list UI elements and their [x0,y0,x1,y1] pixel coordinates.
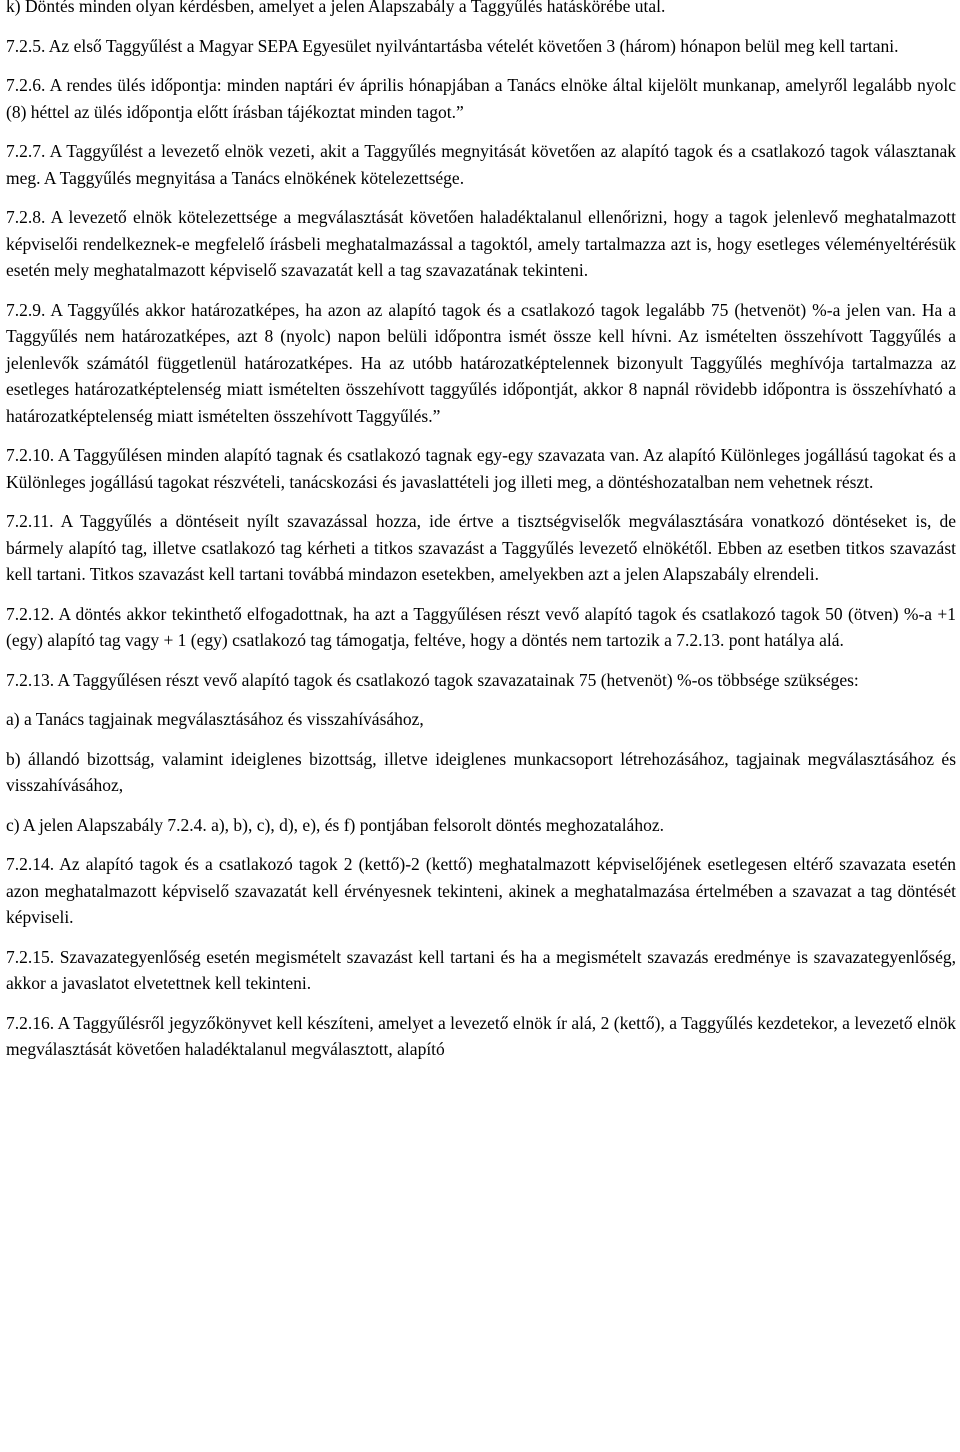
list-item-a: a) a Tanács tagjainak megválasztásához és visszahívásához, [6,709,424,729]
paragraph-7-2-10: 7.2.10. A Taggyűlésen minden alapító tagnak és csatlakozó tagnak egy-egy szavazata van. Az alapító Különleges jogállású tagokat és a Különleges jogállású tagokat részvételi, tanácskozási és javaslattételi jog illeti meg, a döntéshozatalban nem vehetnek részt. [6,445,956,492]
list-item-c: c) A jelen Alapszabály 7.2.4. a), b), c), d), e), és f) pontjában felsorolt döntés meghozatalához. [6,814,664,835]
list-item-b: b) állandó bizottság, valamint ideiglenes bizottság, illetve ideiglenes munkacsoport létrehozásához, tagjainak megválasztásához és visszahívásához, [6,748,956,795]
paragraph-7-2-6: 7.2.6. A rendes ülés időpontja: minden naptári év április hónapjában a Tanács elnöke által kijelölt munkanap, amelyről legalább nyolc (8) héttel az ülés időpontja előtt írásban tájékoztat minden tagot.” [6,75,956,122]
paragraph-7-2-7: 7.2.7. A Taggyűlést a levezető elnök vezeti, akit a Taggyűlés megnyitását követően az alapító tagok és a csatlakozó tagok választanak meg. A Taggyűlés megnyitása a Tanács elnökének kötelezettsége. [6,141,956,188]
paragraph-7-2-13: 7.2.13. A Taggyűlésen részt vevő alapító tagok és csatlakozó tagok szavazatainak 75 (hetvenöt) %-os többsége szükséges: [6,669,859,690]
paragraph-7-2-14: 7.2.14. Az alapító tagok és a csatlakozó tagok 2 (kettő)-2 (kettő) meghatalmazott képviselőjének esetlegesen eltérő szavazata esetén azon meghatalmazott képviselő szavazatát kell érvényesnek tekinteni, akinek a meghatalmazása értelmében a szavazat a tag döntését képviseli. [6,854,956,927]
paragraph-7-2-12: 7.2.12. A döntés akkor tekinthető elfogadottnak, ha azt a Taggyűlésen részt vevő alapító tagok és csatlakozó tagok 50 (ötven) %-a +1 (egy) alapító tag vagy + 1 (egy) csatlakozó tag támogatja, feltéve, hogy a döntés nem tartozik a 7.2.13. pont hatálya alá. [6,603,956,650]
paragraph-7-2-15: 7.2.15. Szavazategyenlőség esetén megismételt szavazást kell tartani és ha a megismételt szavazás eredménye is szavazategyenlőség, akkor a javaslatot elvetettnek kell tekinteni. [6,946,956,993]
paragraph-7-2-9: 7.2.9. A Taggyűlés akkor határozatképes, ha azon az alapító tagok és a csatlakozó tagok legalább 75 (hetvenöt) %-a jelen van. Ha a Taggyűlés nem határozatképes, azt 8 (nyolc) napon belüli időpontra ismét össze kell hívni. Az ismételten összehívott Taggyűlés a jelenlevők számától függetlenül határozatképes. Ha az utóbb határozatképtelennek bizonyult Taggyűlés meghívója tartalmazza az esetleges határozatképtelenség miatt ismételten összehívott taggyűlés időpontját, akkor 8 napnál rövidebb időpontra is összehívható a határozatképtelenség miatt ismételten összehívott Taggyűlés.” [6,299,956,426]
paragraph-7-2-5: 7.2.5. Az első Taggyűlést a Magyar SEPA Egyesület nyilvántartásba vételét követően 3 (három) hónapon belül meg kell tartani. [6,35,899,56]
paragraph-k: k) Döntés minden olyan kérdésben, amelyet a jelen Alapszabály a Taggyűlés hatáskörébe utal. [6,0,666,16]
paragraph-7-2-11: 7.2.11. A Taggyűlés a döntéseit nyílt szavazással hozza, ide értve a tisztségviselők megválasztására vonatkozó döntéseket is, de bármely alapító tag, illetve csatlakozó tag kérheti a titkos szavazást a Taggyűlés levezető elnökétől. Ebben az esetben titkos szavazást kell tartani. Titkos szavazást kell tartani továbbá mindazon esetekben, amelyekben azt a jelen Alapszabály elrendeli. [6,511,956,584]
paragraph-7-2-8: 7.2.8. A levezető elnök kötelezettsége a megválasztását követően haladéktalanul ellenőrizni, hogy a tagok jelenlevő meghatalmazott képviselői rendelkeznek-e megfelelő írásbeli meghatalmazással a tagoktól, amely tartalmazza azt is, hogy esetleges véleményeltérésük esetén mely meghatalmazott képviselő szavazatát kell a tag szavazatának tekinteni. [6,207,956,280]
paragraph-7-2-16: 7.2.16. A Taggyűlésről jegyzőkönyvet kell készíteni, amelyet a levezető elnök ír alá, 2 (kettő), a Taggyűlés kezdetekor, a levezető elnök megválasztását követően haladéktalanul megválasztott, alapító [6,1012,956,1059]
